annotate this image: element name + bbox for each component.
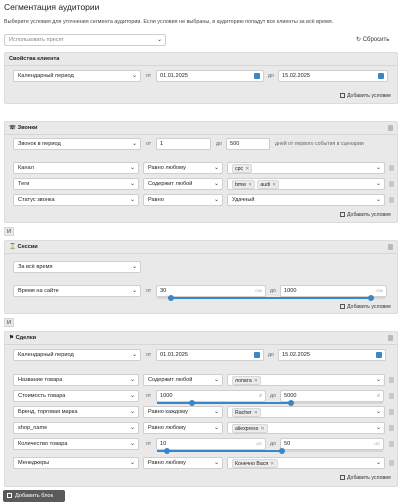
from-label: от [146,73,152,79]
block-header [5,122,397,135]
chevron-down-icon: ⌄ [129,393,135,399]
calls-to-input[interactable] [226,138,270,150]
condition-value-select[interactable] [227,406,385,418]
range-slider-fill [157,402,293,404]
sessions-period-select[interactable] [13,261,141,273]
block-header [5,332,397,345]
condition-value-select[interactable] [227,178,385,190]
calls-from-value: 1 [160,141,164,147]
chevron-down-icon: ⌄ [129,197,135,203]
calendar-icon[interactable] [254,73,260,79]
add-condition-icon [340,475,345,480]
range-to-value: 50 [284,441,291,447]
range-from-input[interactable] [156,390,266,402]
condition-value-select[interactable] [227,374,385,386]
value-chip-label: aliexpress [235,426,259,432]
value-chip[interactable] [232,408,261,417]
chevron-down-icon: ⌄ [375,460,381,466]
add-block-icon [7,493,12,498]
calls-block [4,121,398,223]
page-subtitle: Выберите условия для уточнения сегмента аудитории. Если условия не выбраны, в аудиторию попадут все клиенты за всё время. [4,19,334,25]
range-from-value: 30 [160,288,167,294]
add-condition-button[interactable] [340,212,391,218]
condition-field-value: Название товара [18,377,63,383]
preset-select[interactable] [4,34,166,46]
client-properties-block [4,52,398,104]
reset-icon: ↻ [356,37,362,43]
condition-operator-select[interactable] [143,422,223,434]
calls-period-select[interactable] [13,138,141,150]
condition-field-value: Стоимость товара [18,393,66,399]
trash-icon[interactable] [389,377,394,383]
add-condition-icon [340,93,345,98]
value-chip[interactable] [232,164,252,173]
condition-operator-value: Равно каждому [148,409,188,415]
condition-field-value: Количество товара [18,441,68,447]
condition-field-select[interactable] [13,438,139,450]
range-unit: сек [376,288,383,293]
calendar-icon[interactable] [376,352,382,358]
reset-label: Сбросить [362,37,390,43]
trash-icon[interactable] [389,425,394,431]
block-title [9,125,37,131]
chevron-down-icon: ⌄ [213,165,219,171]
condition-field-select[interactable] [13,390,139,402]
close-icon[interactable]: ✕ [272,182,277,188]
sessions-period-value: За всё время [18,264,53,270]
block-header [5,241,397,254]
chevron-down-icon: ⌄ [375,377,381,383]
condition-field-value: Статус звонка [18,197,55,203]
trash-icon[interactable] [389,165,394,171]
condition-operator-select[interactable] [143,178,223,190]
condition-field-value: shop_name [18,425,48,431]
calendar-icon[interactable] [254,352,260,358]
and-operator[interactable]: И [4,318,14,327]
condition-value-select[interactable] [227,422,385,434]
range-slider-handle-max[interactable] [368,295,374,301]
date-to-input[interactable] [278,70,388,82]
range-slider-handle-min[interactable] [168,295,174,301]
add-condition-icon [340,304,345,309]
handshake-icon: ⚑ [9,335,16,341]
chevron-down-icon: ⌄ [129,441,135,447]
add-block-label: Добавить блок [15,493,54,499]
range-slider-handle-max[interactable] [279,448,285,454]
range-to-value: 1000 [284,288,297,294]
block-title: Свойства клиента [9,56,60,62]
close-icon[interactable]: ✕ [260,426,265,432]
range-from-input[interactable] [156,438,266,450]
chevron-down-icon: ⌄ [213,425,219,431]
from-label: от [146,288,152,294]
condition-field-select[interactable] [13,457,139,469]
value-chip[interactable] [257,180,279,189]
condition-operator-value: Содержит любой [148,181,193,187]
add-condition-icon [340,212,345,217]
chevron-down-icon: ⌄ [131,73,137,79]
deals-period-value: Календарный период [18,352,74,358]
value-chip[interactable] [232,459,278,468]
chevron-down-icon: ⌄ [213,460,219,466]
trash-icon[interactable] [389,181,394,187]
trash-icon[interactable] [388,244,393,250]
close-icon[interactable]: ✕ [253,378,259,384]
condition-field-select[interactable] [13,422,139,434]
range-to-input[interactable] [280,438,384,450]
reset-button[interactable] [356,36,389,43]
close-icon[interactable]: ✕ [245,166,250,172]
add-condition-button[interactable] [340,304,391,310]
date-from-value: 01.01.2025 [160,352,188,358]
trash-icon[interactable] [389,197,394,203]
chevron-down-icon: ⌄ [156,37,162,43]
value-chip[interactable] [232,180,255,189]
range-unit: ₽ [259,393,262,398]
chevron-down-icon: ⌄ [375,197,381,203]
chevron-down-icon: ⌄ [375,181,381,187]
condition-operator-select[interactable] [143,406,223,418]
chevron-down-icon: ⌄ [129,377,135,383]
hourglass-icon: ⌛ [9,244,18,250]
deals-block [4,331,398,487]
chevron-down-icon: ⌄ [375,165,381,171]
condition-field-value: Время на сайте [18,288,59,294]
date-to-value: 15.02.2025 [282,73,310,79]
calls-to-value: 500 [230,141,240,147]
range-slider[interactable] [157,402,383,404]
range-unit: ₽ [377,393,380,398]
calls-from-input[interactable] [156,138,211,150]
condition-value-select[interactable] [227,162,385,174]
preset-placeholder: Использовать пресет [9,37,65,43]
trash-icon[interactable] [388,335,393,341]
add-condition-button[interactable] [340,475,391,481]
to-label: до [216,141,222,147]
range-slider-fill [168,297,373,299]
from-label: от [146,393,152,399]
date-to-value: 15.02.2025 [282,352,310,358]
chevron-down-icon: ⌄ [131,141,137,147]
condition-field-select[interactable] [13,178,139,190]
condition-field-select[interactable] [13,285,141,297]
and-operator[interactable]: И [4,227,14,236]
condition-value-select[interactable] [227,194,385,206]
chevron-down-icon: ⌄ [375,409,381,415]
condition-operator-select[interactable] [143,194,223,206]
condition-operator-select[interactable] [143,162,223,174]
condition-field-select[interactable] [13,162,139,174]
date-from-input[interactable] [156,349,264,361]
calls-period-value: Звонок в период [18,141,61,147]
trash-icon[interactable] [388,125,393,131]
range-slider[interactable] [157,297,385,299]
value-chip-label: cpc [235,166,244,172]
date-from-value: 01.01.2025 [160,73,188,79]
condition-field-value: Менеджеры [18,460,50,466]
to-label: до [270,441,276,447]
chevron-down-icon: ⌄ [131,352,137,358]
block-title-text: Звонки [17,125,38,131]
condition-field-select[interactable] [13,406,139,418]
condition-value-text: Удачный [232,197,255,203]
from-label: от [146,141,152,147]
close-icon[interactable]: ✕ [247,182,253,188]
date-to-input[interactable] [278,349,386,361]
condition-operator-select[interactable] [143,374,223,386]
range-slider-handle-min[interactable] [164,448,170,454]
block-title [9,244,38,250]
range-slider-fill [157,450,284,452]
value-chip-label: audi [260,182,271,188]
chevron-down-icon: ⌄ [213,377,219,383]
trash-icon[interactable] [389,393,394,399]
add-condition-label: Добавить условие [346,93,391,99]
close-icon[interactable]: ✕ [270,461,275,467]
condition-operator-value: Содержит любой [148,377,193,383]
value-chip[interactable] [232,424,268,433]
condition-field-value: Бренд, торговая марка [18,409,78,415]
condition-operator-value: Равно любому [148,425,186,431]
condition-field-select[interactable] [13,374,139,386]
value-chip-label: Конечно Вася [235,461,269,467]
chevron-down-icon: ⌄ [129,460,135,466]
trash-icon[interactable] [389,441,394,447]
chevron-down-icon: ⌄ [213,197,219,203]
trash-icon[interactable] [389,460,394,466]
condition-field-value: Канал [18,165,34,171]
condition-operator-value: Равно любому [148,460,186,466]
period-select[interactable] [13,70,141,82]
from-label: от [146,352,152,358]
sessions-block [4,240,398,314]
condition-value-select[interactable] [227,457,385,469]
condition-field-value: Теги [18,181,30,187]
trash-icon[interactable] [389,409,394,415]
chevron-down-icon: ⌄ [213,181,219,187]
chevron-down-icon: ⌄ [129,425,135,431]
chevron-down-icon: ⌄ [131,264,137,270]
block-title-text: Сделки [15,335,37,341]
calendar-icon[interactable] [378,73,384,79]
chevron-down-icon: ⌄ [213,409,219,415]
condition-field-select[interactable] [13,194,139,206]
value-chip-label: Racher [235,410,252,416]
add-condition-button[interactable] [340,93,391,99]
add-condition-label: Добавить условие [346,304,391,310]
page-title: Сегментация аудитории [4,2,100,12]
block-header [5,53,397,66]
range-from-value: 10 [160,441,167,447]
block-title [9,335,36,341]
range-unit: шт [256,441,262,446]
date-from-input[interactable] [156,70,264,82]
condition-operator-select[interactable] [143,457,223,469]
add-block-button[interactable] [3,490,65,502]
range-unit: шт [374,441,380,446]
range-to-value: 5000 [284,393,297,399]
value-chip[interactable] [232,376,261,385]
to-label: до [268,352,274,358]
chevron-down-icon: ⌄ [129,181,135,187]
close-icon[interactable]: ✕ [253,410,259,416]
value-chip-label: bmw [235,182,246,188]
chevron-down-icon: ⌄ [375,425,381,431]
range-unit: сек [255,288,262,293]
range-from-value: 1000 [160,393,173,399]
add-condition-label: Добавить условие [346,212,391,218]
from-label: от [146,441,152,447]
to-label: до [270,393,276,399]
condition-operator-value: Равно [148,197,164,203]
deals-period-select[interactable] [13,349,141,361]
calls-suffix: дней от первого события в сценарии [275,141,364,147]
phone-icon: ☏ [9,125,18,131]
to-label: до [268,73,274,79]
chevron-down-icon: ⌄ [131,288,137,294]
range-to-input[interactable] [280,390,384,402]
chevron-down-icon: ⌄ [129,165,135,171]
to-label: до [270,288,276,294]
add-condition-label: Добавить условие [346,475,391,481]
range-slider[interactable] [157,450,383,452]
block-title-text: Сессии [17,244,38,250]
condition-operator-value: Равно любому [148,165,186,171]
value-chip-label: лопата [235,378,252,384]
period-value: Календарный период [18,73,74,79]
chevron-down-icon: ⌄ [129,409,135,415]
